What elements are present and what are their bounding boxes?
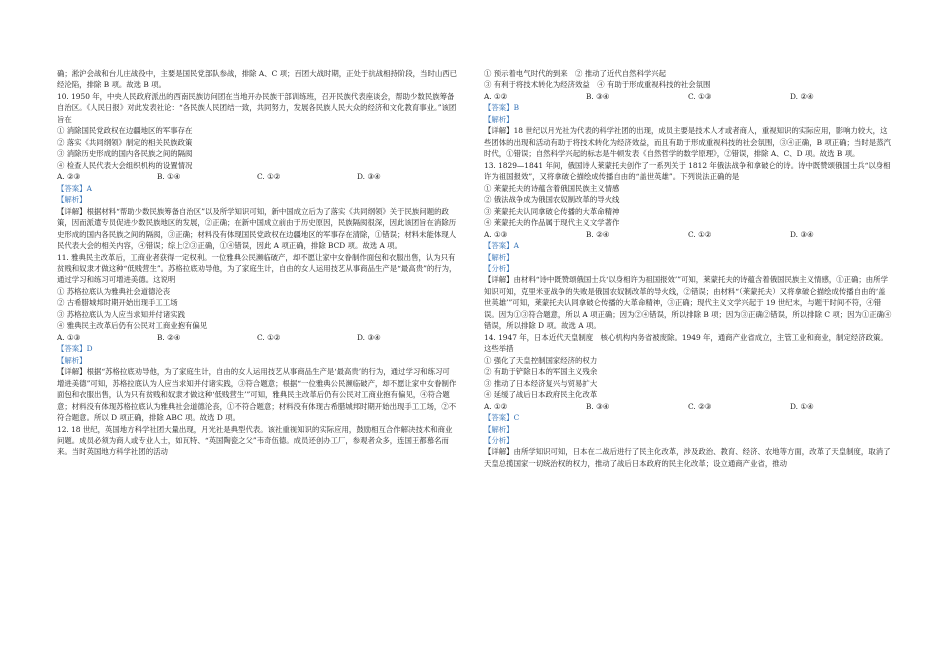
text-line: ③ 有利于将技术转化为经济效益 ④ 有助于形成重视科技的社会氛围 — [484, 80, 711, 90]
answer-options — [484, 229, 892, 240]
text-line: 【详解】根据材料“帮助少数民族筹备自治区”以及所学知识可知，新中国成立后为了落实《共同纲领》关于民族问题的政策，因而派遣专员促进少数民族地区的发展，②正确；在新中国成立前由于历史原因，民族隔阂很深，因此该团旨在消除历史形成的国内各民族之间的隔阂，③正确；材料没有体现国民党政权在边疆地区的军事存在清除，①错误；材料未能体现人民代表大会的相关内容，④错误；综上②③正确，①④错误，因此 A 项正确，排除 BCD 项。故选 A 项。 — [57, 206, 457, 251]
text-block — [57, 206, 457, 252]
text-line: ④ 莱蒙托夫的作品属于现代主义文学著作 — [484, 218, 620, 228]
answer-label: 【解析】 — [484, 252, 514, 262]
text-block — [57, 148, 457, 159]
text-block — [57, 366, 457, 423]
text-line: 【详解】由所学知识可知，日本在二战后进行了民主化改革，涉及政治、教育、经济、农地等方面，改革了天皇制度，取消了天皇总揽国家一切统治权的权力，推动了战后日本政府的民主化改革；设立通商产业省，推动 — [484, 447, 891, 468]
answer-options — [484, 401, 892, 412]
text-block — [57, 286, 457, 297]
text-block — [57, 355, 457, 366]
answer-option: B. ②④ — [586, 229, 610, 239]
text-block — [57, 194, 457, 205]
answer-option: A. ①② — [484, 401, 508, 411]
text-block — [484, 79, 892, 90]
answer-option: C. ②③ — [688, 401, 712, 411]
answer-label: 【解析】 — [57, 355, 87, 365]
text-block — [57, 183, 457, 194]
text-line: ③ 推动了日本经济复兴与贸易扩大 — [484, 378, 598, 388]
text-line: ④ 延缓了战后日本政府民主化改革 — [484, 390, 598, 400]
text-line: ① 预示着电气时代的到来 ② 推动了近代自然科学兴起 — [484, 69, 667, 78]
left-column — [57, 68, 457, 458]
answer-option: C. ①② — [688, 229, 712, 239]
text-block — [57, 91, 457, 125]
answer-option: C. ①③ — [688, 91, 712, 101]
answer-option: D. ①④ — [790, 401, 814, 411]
text-line: 11. 雅典民主改革后，工商业者获得一定权利。一位雅典公民濒临破产，却不愿让家中女眷制作面包和衣服出售，认为只有贫贱和奴隶才做这种“低贱营生”。苏格拉底劝导他，为了家庭生计，自由的女人运用技艺从事商品生产是“最高贵”的行为，通过学习和练习可增进美德。这说明 — [57, 252, 457, 285]
text-line: ④ 雅典民主改革后仍有公民对工商业抱有偏见 — [57, 321, 208, 331]
answer-option: D. ③④ — [357, 332, 381, 342]
answer-option: D. ③④ — [357, 172, 381, 182]
text-line: 【详解】18 世纪以月光社为代表的科学社团的出现，成员主要是技术人才或者商人，重视知识的实际应用，影响力较大，这些团体的出现和活动有助于将技术转化为经济效益，而且有助于形成重视科技的社会氛围，③④正确，B 项正确；当时是蒸汽时代，①错误；自然科学兴起的标志是牛顿发表《自然哲学的数学原理》，②错误，排除 A、C、D 项。故选 B 项。 — [484, 126, 891, 159]
text-block — [484, 332, 892, 355]
answer-label: 【解析】 — [484, 424, 514, 434]
text-block — [57, 320, 457, 331]
text-block — [484, 68, 892, 79]
text-line: ③ 莱蒙托夫认同拿破仑传播的大革命精神 — [484, 206, 620, 216]
answer-label: 【解析】 — [57, 195, 87, 205]
text-line: ② 古希腊城邦时期开始出现手工工场 — [57, 298, 178, 308]
text-line: ① 苏格拉底认为雅典社会道德沦丧 — [57, 286, 171, 296]
answer-option: A. ①② — [484, 91, 508, 101]
text-block — [484, 378, 892, 389]
text-block — [484, 446, 892, 469]
answer-option: C. ①② — [257, 172, 281, 182]
text-block — [484, 412, 892, 423]
text-line: 确；淞沪会战和台儿庄战役中，主要是国民党部队参战，排除 A、C 项；百团大战时期，正处于抗战相持阶段，当时山西已经沦陷，排除 B 项。故选 B 项。 — [57, 69, 458, 90]
answer-option: D. ③④ — [790, 229, 814, 239]
text-line: ② 落实《共同纲领》制定的相关民族政策 — [57, 137, 193, 147]
text-block — [484, 217, 892, 228]
text-line: 13. 1829—1841 年间，俄国诗人莱蒙托夫创作了一系列关于 1812 年俄法战争和拿破仑的诗。诗中既赞颂俄国士兵“以身相许为祖国报效”，又将拿破仑描绘成传播自由的“盖世英雄”。下列说法正确的是 — [484, 160, 891, 182]
answer-option: B. ③④ — [586, 401, 610, 411]
text-line: 14. 1947 年，日本近代天皇制度 核心机构内务省被废除。1949 年，通商产业省成立，主管工业和商业，制定经济政策。这些举措 — [484, 332, 888, 354]
answer-option: B. ③④ — [586, 91, 610, 101]
text-block — [484, 424, 892, 435]
text-line: ③ 苏格拉底认为人应当求知并付诸实践 — [57, 309, 185, 319]
text-line: ① 莱蒙托夫的诗蕴含着俄国民族主义情感 — [484, 183, 620, 193]
text-block — [57, 424, 457, 458]
text-block — [484, 389, 892, 400]
answer-option: C. ①② — [257, 332, 281, 342]
text-block — [57, 297, 457, 308]
answer-label: 【分析】 — [484, 263, 514, 273]
text-block — [57, 160, 457, 171]
text-block — [57, 68, 457, 91]
answer-label: 【答案】A — [57, 183, 92, 193]
answer-options — [484, 91, 892, 102]
text-block — [484, 194, 892, 205]
text-block — [57, 343, 457, 354]
answer-option: D. ②④ — [790, 91, 814, 101]
answer-label: 【答案】D — [57, 344, 93, 354]
answer-label: 【解析】 — [484, 114, 514, 124]
text-block — [57, 137, 457, 148]
text-line: ④ 检查人民代表大会组织机构的设置情况 — [57, 160, 193, 170]
text-block — [484, 263, 892, 274]
text-block — [484, 252, 892, 263]
text-block — [484, 366, 892, 377]
text-block — [484, 435, 892, 446]
text-block — [57, 252, 457, 286]
answer-option: B. ②④ — [157, 332, 181, 342]
text-block — [484, 102, 892, 113]
answer-option: A. ②③ — [57, 172, 81, 182]
text-block — [484, 183, 892, 194]
answer-label: 【答案】B — [484, 103, 519, 113]
answer-label: 【答案】C — [484, 413, 520, 423]
text-block — [484, 125, 892, 159]
text-block — [484, 206, 892, 217]
text-block — [484, 240, 892, 251]
text-line: 【详解】由材料“诗中既赞颂俄国士兵‘以身相许为祖国报效’”可知，莱蒙托夫的诗蕴含着俄国民族主义情感，①正确；由所学知识可知，克里米亚战争的失败是俄国农奴制改革的导火线，②错误；由材料“（莱蒙托夫）又将拿破仑描绘成传播自由的‘盖世英雄’”可知，莱蒙托夫认同拿破仑传播的大革命精神，③正确；现代主义文学兴起于 19 世纪末，与题干时间不符，④错误。因为①③符合题意，所以 A 项正确；因为②④错误，所以排除 B 项；因为③正确②错误，所以排除 C 项；因为①正确④错误，所以排除 D 项。故选 A 项。 — [484, 275, 892, 331]
text-line: ② 有助于铲除日本的军国主义残余 — [484, 367, 598, 377]
text-block — [57, 309, 457, 320]
right-column — [484, 68, 892, 469]
answer-option: B. ①④ — [157, 172, 181, 182]
text-line: ③ 消除历史形成的国内各民族之间的隔阂 — [57, 149, 193, 159]
text-line: 12. 18 世纪，英国地方科学社团大量出现，月光社是典型代表。该社重视知识的实际应用，鼓励相互合作解决技术和商业问题。成员必须为商人或专业人士，如瓦特、“英国陶瓷之父”韦奇伍德。成员还创办工厂，参观者众多，连国王都慕名而来。当时英国地方科学社团的活动 — [57, 424, 453, 457]
answer-options — [57, 171, 457, 182]
text-line: 10. 1950 年，中央人民政府派出的西南民族访问团在当地开办民族干部训练班，召开民族代表座谈会，帮助少数民族筹备自治区。《人民日报》对此发表社论：“各民族人民团结一致，共同努力，发展各民族人民大众的经济和文化教育事业。”该团旨在 — [57, 91, 457, 124]
text-line: ① 消除国民党政权在边疆地区的军事存在 — [57, 126, 193, 136]
answer-option: A. ①③ — [484, 229, 508, 239]
text-line: ② 俄法战争成为俄国农奴制改革的导火线 — [484, 195, 620, 205]
text-line: ① 强化了天皇控制国家经济的权力 — [484, 355, 598, 365]
answer-label: 【分析】 — [484, 436, 514, 445]
text-block — [484, 274, 892, 331]
text-block — [484, 355, 892, 366]
answer-option: A. ①③ — [57, 332, 81, 342]
text-block — [484, 114, 892, 125]
text-line: 【详解】根据“苏格拉底劝导他，为了家庭生计，自由的女人运用技艺从事商品生产是‘最高贵’的行为，通过学习和练习可增进美德”可知，苏格拉底认为人应当求知并付诸实践，③符合题意；根据“一位雅典公民濒临破产，却不愿让家中女眷制作面包和衣服出售，认为只有贫贱和奴隶才做这种‘低贱营生’”可知，雅典民主改革后仍有公民对工商业抱有偏见，④符合题意；材料没有体现苏格拉底认为雅典社会道德沦丧，①不符合题意；材料没有体现古希腊城邦时期开始出现手工工场，②不符合题意。所以 D 项正确，排除 ABC 项。故选 D 项。 — [57, 367, 457, 423]
text-block — [57, 125, 457, 136]
answer-options — [57, 332, 457, 343]
text-block — [484, 160, 892, 183]
answer-label: 【答案】A — [484, 241, 519, 251]
